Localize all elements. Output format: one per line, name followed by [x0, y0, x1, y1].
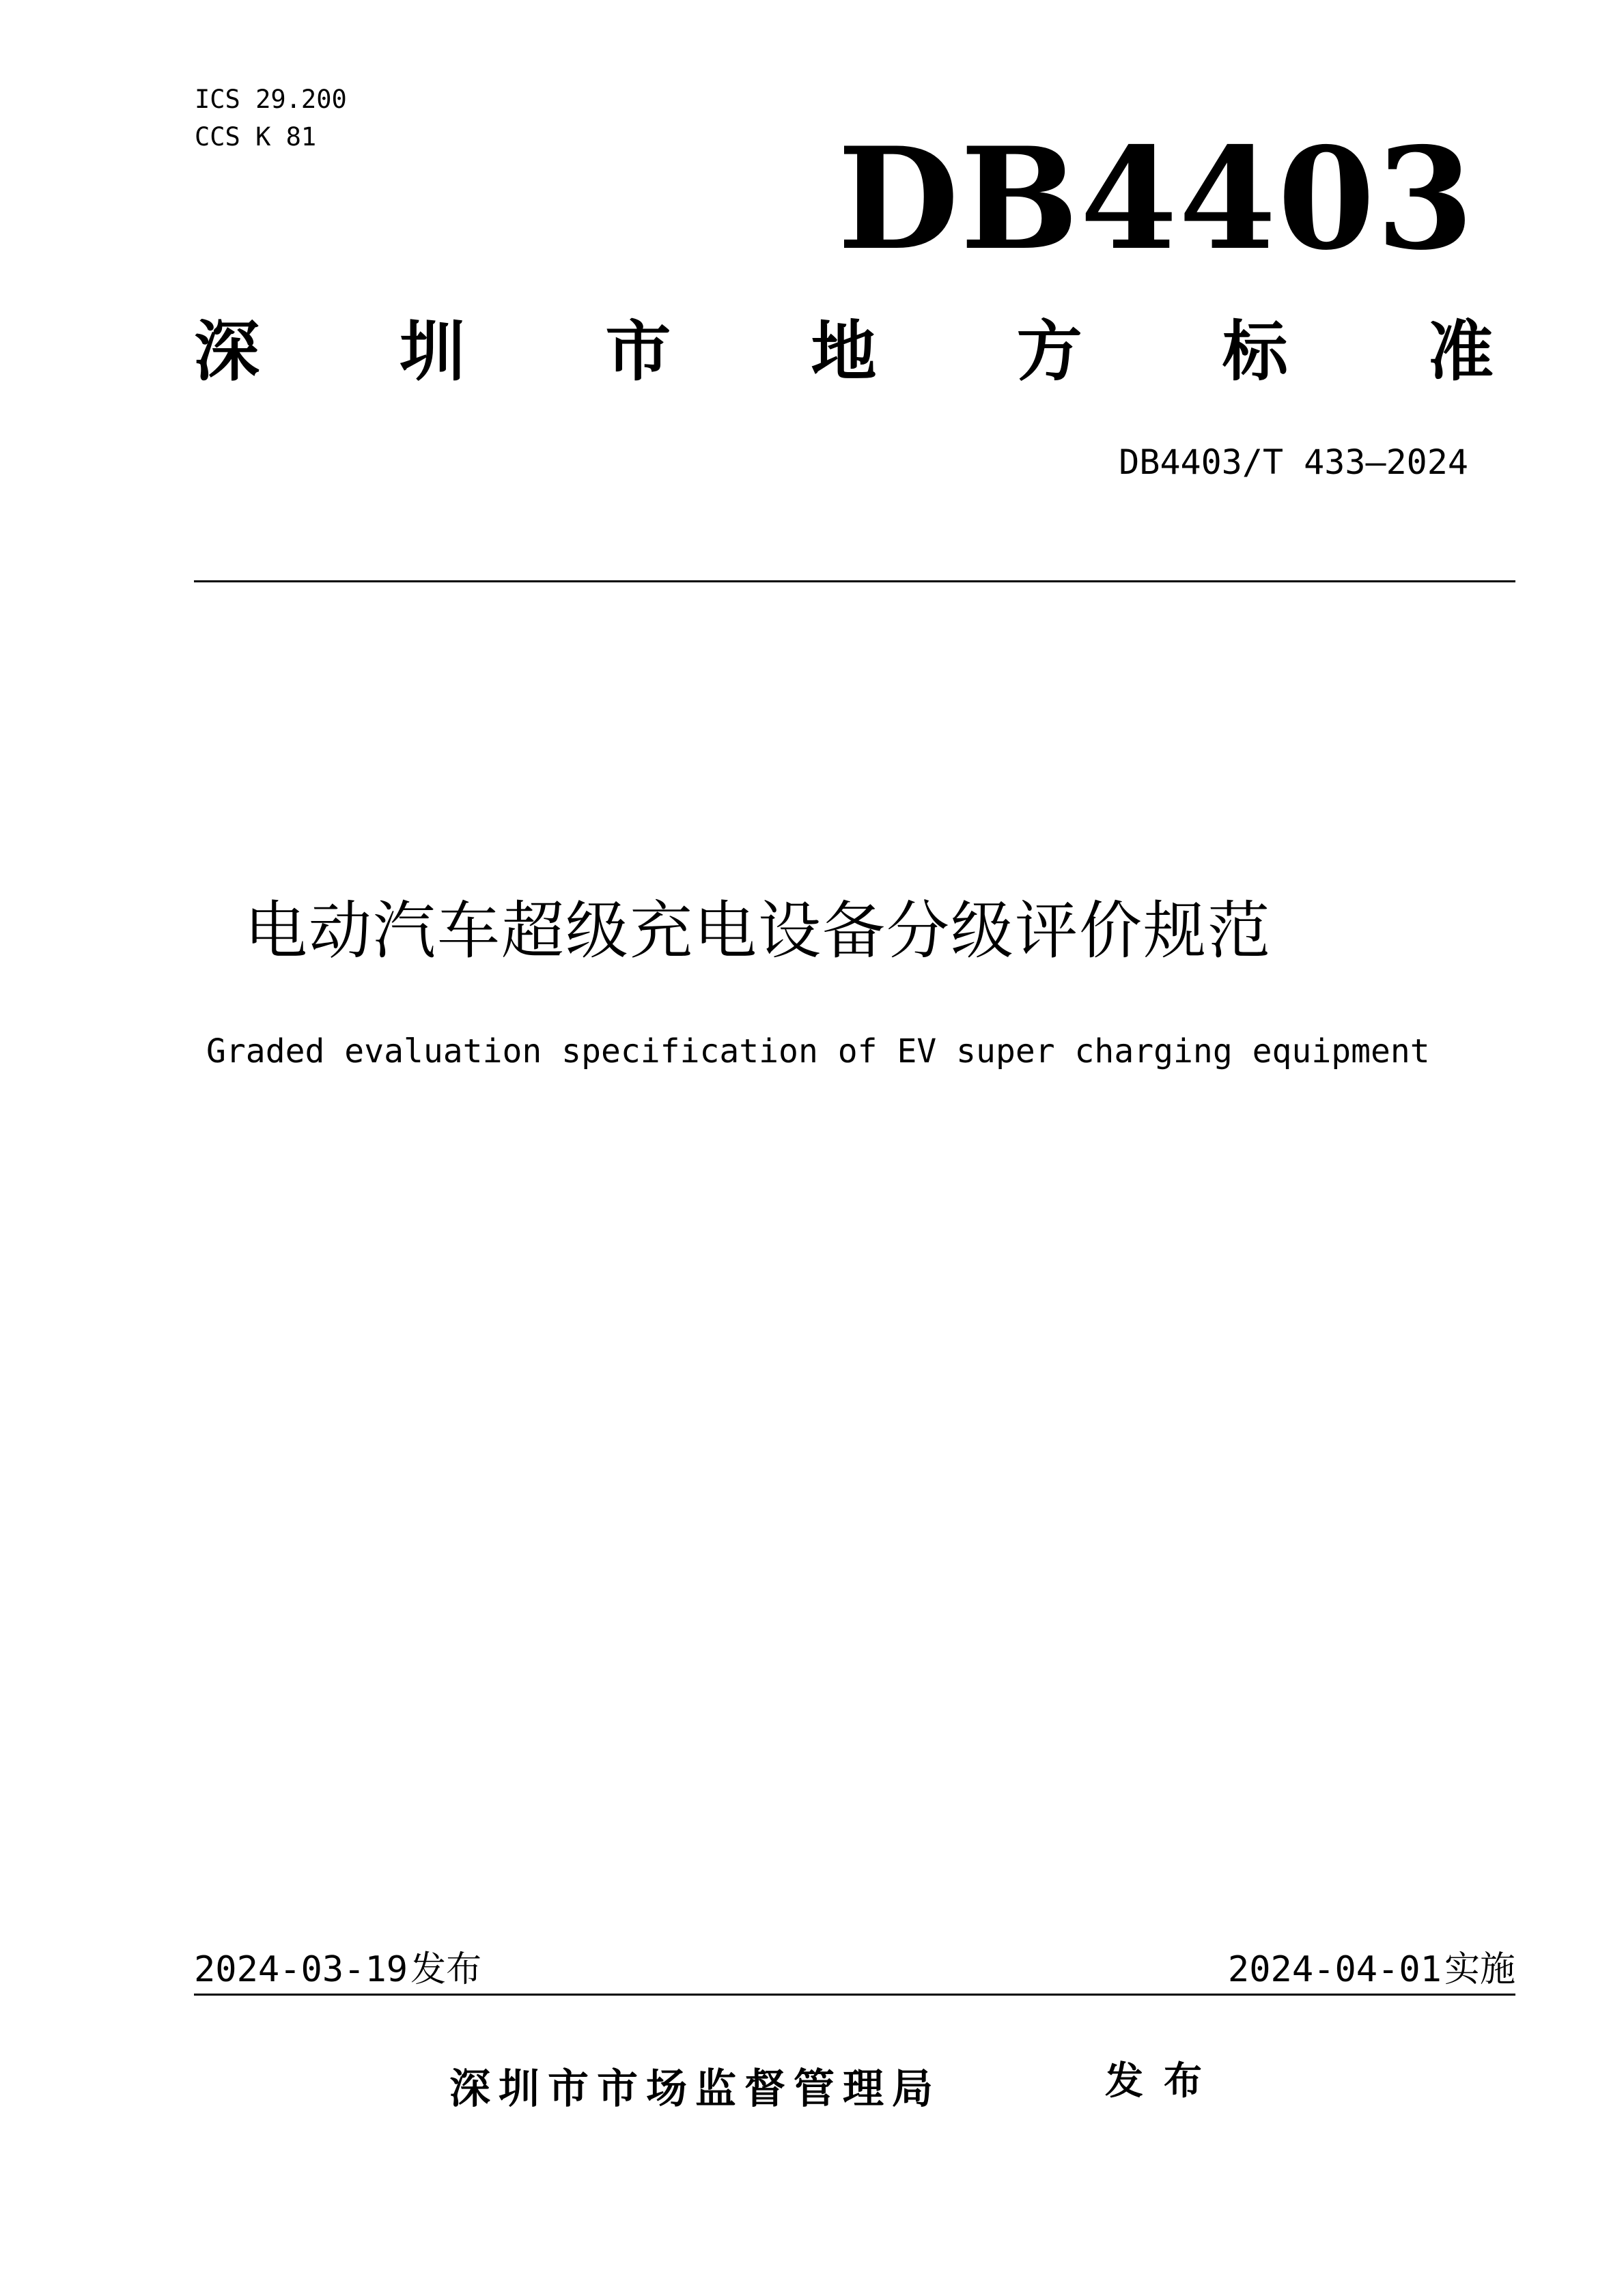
issue-word: 发布: [1105, 2059, 1222, 2103]
publish-label: 发布: [410, 1949, 482, 1990]
document-title-chinese: 电动汽车超级充电设备分级评价规范: [244, 894, 1272, 967]
standard-type-char: 地: [811, 313, 877, 390]
header-divider: [194, 580, 1515, 582]
issuing-authority: 深圳市市场监督管理局: [449, 2065, 941, 2113]
standard-type-heading: [194, 309, 1494, 390]
effective-date-line: [1228, 1940, 1515, 1992]
publish-date: 2024-03-19: [194, 1949, 408, 1990]
standard-type-char: 标: [1222, 313, 1288, 390]
standard-type-char: 深: [194, 313, 260, 390]
publish-date-line: [194, 1940, 481, 1992]
standard-type-char: 市: [605, 313, 671, 390]
standard-type-char: 圳: [400, 313, 466, 390]
standard-number: DB4403/T 433—2024: [1119, 442, 1468, 482]
ics-code: ICS 29.200: [195, 85, 347, 114]
standard-logo: DB4403: [837, 117, 1475, 281]
standard-type-char: 方: [1016, 313, 1082, 390]
effective-label: 实施: [1444, 1949, 1515, 1990]
document-title-english: Graded evaluation specification of EV super charging equipment: [206, 1032, 1430, 1071]
effective-date: 2024-04-01: [1227, 1949, 1442, 1990]
footer-divider: [194, 1994, 1515, 1996]
standard-type-char: 准: [1427, 313, 1494, 390]
ccs-code: CCS K 81: [195, 122, 317, 152]
classification-codes: [195, 81, 347, 156]
